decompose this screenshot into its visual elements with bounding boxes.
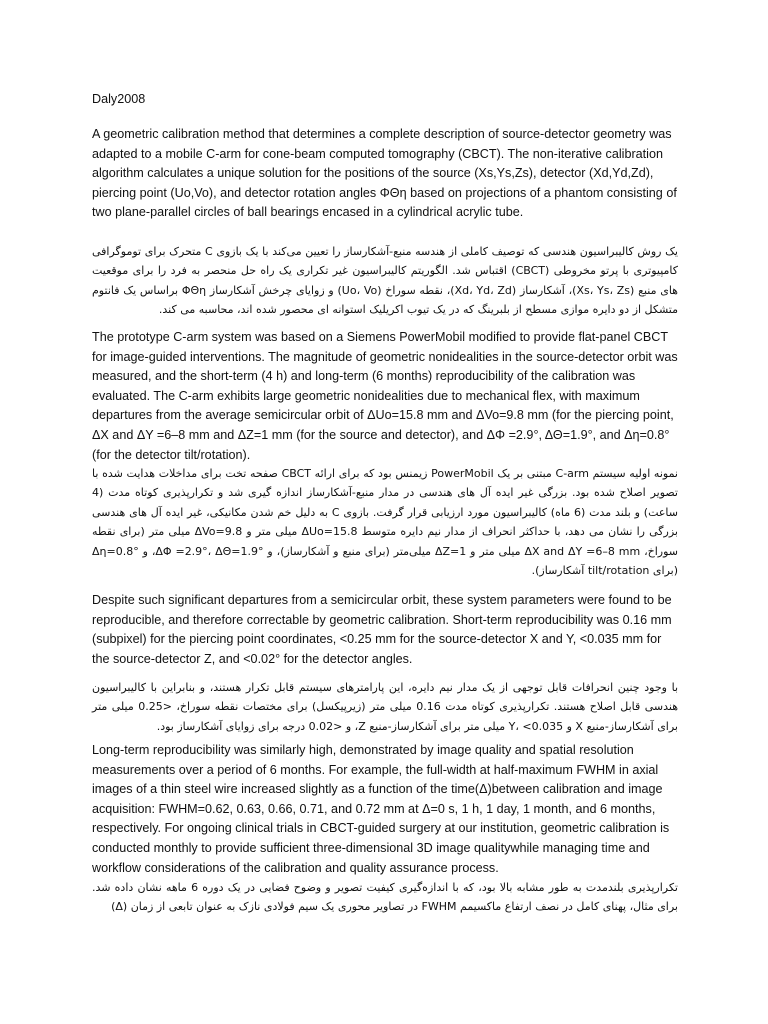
english-paragraph-2: The prototype C-arm system was based on a Siemens PowerMobil modified to provide flat-panel CBCT for image-guided interventions. The magnitude of geometric nonidealities in the source-detector orbit was measured, and the short-term (4 h) and long-term (6 months) reproducibility of the calibration was evaluated. The C-arm exhibits large geometric nonidealities due to mechanical flex, with maximum departures from the average semicircular orbit of ΔUo=15.8 mm and ΔVo=9.8 mm (for the piercing point, ΔX and ΔY =6–8 mm and ΔZ=1 mm (for the source and detector), and ΔΦ =2.9°, ΔΘ=1.9°, and Δη=0.8° (for the detector tilt/rotation). <box>92 330 678 462</box>
document-heading: Daly2008 <box>92 92 146 106</box>
persian-paragraph-3: با وجود چنین انحرافات قابل توجهی از یک مدار نیم دایره، این پارامترهای سیستم قابل تکرار هستند، و بنابراین با کالیبراسیون هندسی قابل اصلاح هستند. تکرارپذیری کوتاه مدت 0.16 میلی متر (زیرپیکسل) برای مختصات نقطه سوراخ، <0.25 میلی متر برای آشکارساز-منبع X و Y، <0.035 میلی متر برای آشکارساز-منبع Z، و <0.02 درجه برای زوایای آشکارساز بود. <box>92 681 679 733</box>
persian-paragraph-2: نمونه اولیه سیستم C-arm مبتنی بر یک PowerMobil زیمنس بود که برای ارائه CBCT صفحه تخت برای مداخلات هدایت شده با تصویر اصلاح شده بود. بزرگی غیر ایده آل های هندسی در مدار منبع-آشکارساز اندازه گیری شد و تکرارپذیری کوتاه مدت (4 ساعت) و بلند مدت (6 ماه) کالیبراسیون مورد ارزیابی قرار گرفت. بازوی C به دلیل خم شدن مکانیکی، غیر ایده آل های هندسی بزرگی را نشان می دهد، با حداکثر انحراف از مدار نیم دایره متوسط ΔUo=15.8 میلی متر و ΔVo=9.8 میلی متر (برای نقطه سوراخ، ΔX and ΔY =6–8 mm میلی متر و ΔZ=1 میلی‌متر (برای منبع و آشکارساز)، و ΔΦ =2.9°، ΔΘ=1.9°، و Δη=0.8° (برای tilt/rotation آشکارساز). <box>92 467 679 578</box>
english-paragraph-1: A geometric calibration method that determines a complete description of source-detector geometry was adapted to a mobile C-arm for cone-beam computed tomography (CBCT). The non-iterative calibration algorithm calculates a unique solution for the positions of the source (Xs,Ys,Zs), detector (Xd,Yd,Zd), piercing point (Uo,Vo), and detector rotation angles ΦΘη based on projections of a phantom consisting of two plane-parallel circles of ball bearings encased in a cylindrical acrylic tube. <box>92 127 677 220</box>
persian-paragraph-1: یک روش کالیبراسیون هندسی که توصیف کاملی از هندسه منبع-آشکارساز را تعیین می‌کند با یک بازوی C متحرک برای توموگرافی کامپیوتری با پرتو مخروطی (CBCT) اقتباس شد. الگوریتم کالیبراسیون غیر تکراری یک راه حل منحصر به فرد را برای موقعیت های منبع (Xs، Ys، Zs)، آشکارساز (Xd، Yd، Zd)، نقطه سوراخ (Uo، Vo) و زوایای چرخش آشکارساز ΦΘη براساس یک فانتوم متشکل از دو دایره موازی مسطح از بلبرینگ که در یک تیوب اکریلیک استوانه ای محصور شده اند، محاسبه می کند. <box>92 245 678 317</box>
persian-paragraph-4: تکرارپذیری بلندمدت به طور مشابه بالا بود، که با اندازه‌گیری کیفیت تصویر و وضوح فضایی در یک دوره 6 ماهه نشان داده شد. برای مثال، پهنای کامل در نصف ارتفاع ماکسیمم FWHM در تصاویر محوری یک سیم فولادی نازک به عنوان تابعی از زمان (Δ) <box>92 881 678 914</box>
english-paragraph-3: Despite such significant departures from a semicircular orbit, these system parameters were found to be reproducible, and therefore correctable by geometric calibration. Short-term reproducibility was 0.16 mm (subpixel) for the piercing point coordinates, <0.25 mm for the source-detector X and Y, <0.035 mm for the source-detector Z, and <0.02° for the detector angles. <box>92 593 672 666</box>
english-paragraph-4: Long-term reproducibility was similarly high, demonstrated by image quality and spatial resolution measurements over a period of 6 months. For example, the full-width at half-maximum FWHM in axial images of a thin steel wire increased slightly as a function of the time(Δ)between calibration and image acquisition: FWHM=0.62, 0.63, 0.66, 0.71, and 0.72 mm at Δ=0 s, 1 h, 1 day, 1 month, and 6 months, respectively. For ongoing clinical trials in CBCT-guided surgery at our institution, geometric calibration is conducted monthly to provide sufficient three-dimensional 3D image qualitywhile managing time and workflow considerations of the calibration and quality assurance process. <box>92 743 670 875</box>
